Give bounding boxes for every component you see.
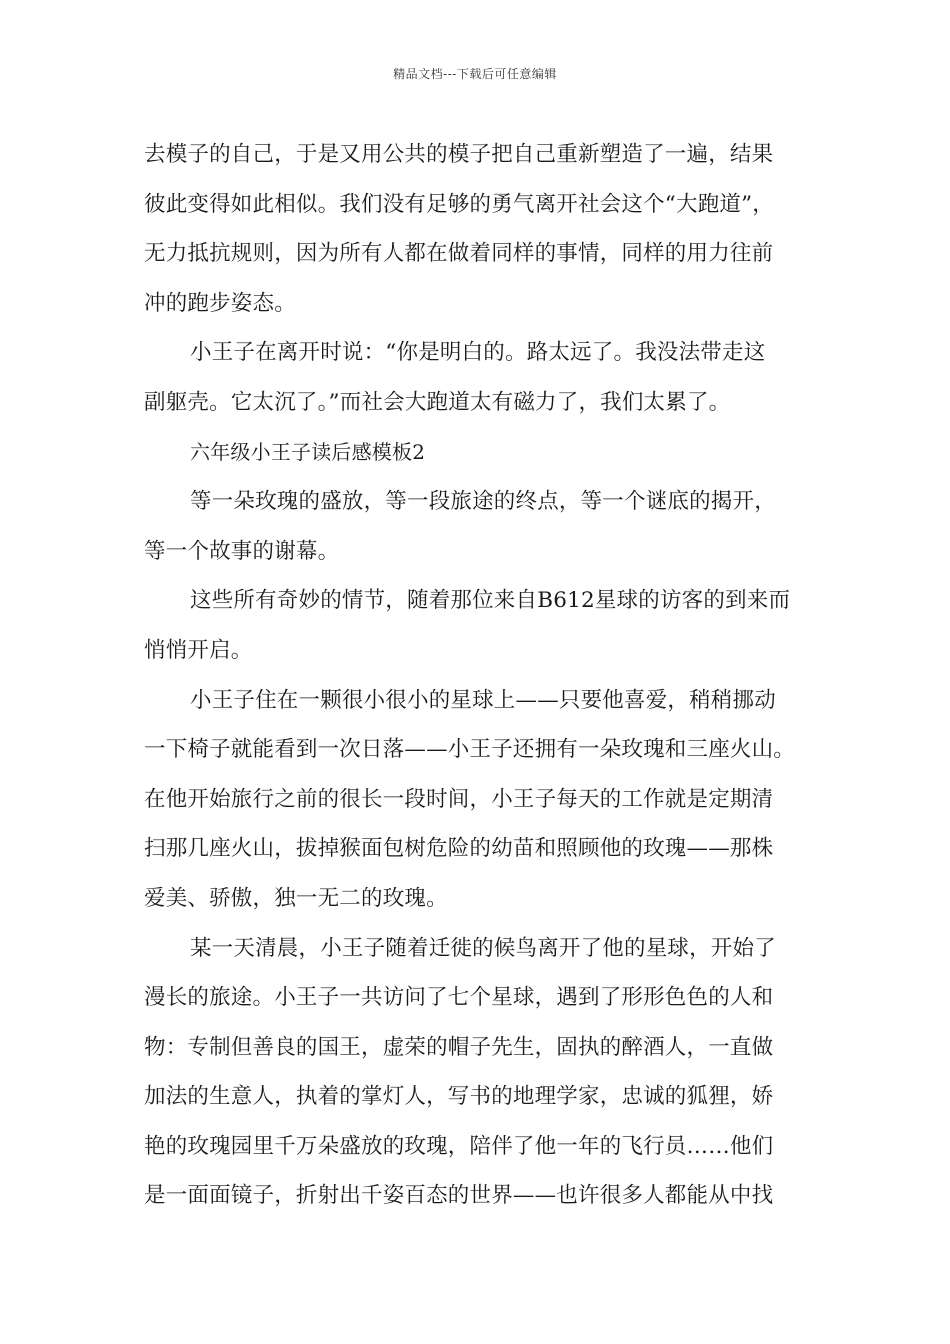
text-line: 一下椅子就能看到一次日落——小王子还拥有一朵玫瑰和三座火山。 xyxy=(144,737,796,763)
text-line: 等一朵玫瑰的盛放，等一段旅途的终点，等一个谜底的揭开， xyxy=(190,489,776,515)
text-line: 加法的生意人，执着的掌灯人，写书的地理学家，忠诚的狐狸，娇 xyxy=(144,1084,774,1110)
text-line: 是一面面镜子，折射出千姿百态的世界——也许很多人都能从中找 xyxy=(144,1183,774,1209)
text-line: 漫长的旅途。小王子一共访问了七个星球，遇到了形形色色的人和 xyxy=(144,985,774,1011)
text-line: 冲的跑步姿态。 xyxy=(144,290,296,316)
text-line: 这些所有奇妙的情节，随着那位来自B612星球的访客的到来而 xyxy=(190,588,791,614)
document-body xyxy=(144,130,816,1221)
text-line: 副躯壳。它太沉了。”而社会大跑道太有磁力了，我们太累了。 xyxy=(144,389,731,415)
text-line: 爱美、骄傲，独一无二的玫瑰。 xyxy=(144,885,448,911)
text-line: 无力抵抗规则，因为所有人都在做着同样的事情，同样的用力往前 xyxy=(144,241,774,267)
text-line: 悄悄开启。 xyxy=(144,637,253,663)
text-line: 等一个故事的谢幕。 xyxy=(144,538,340,564)
text-line: 去模子的自己，于是又用公共的模子把自己重新塑造了一遍，结果 xyxy=(144,142,774,167)
section-heading: 六年级小王子读后感模板2 xyxy=(190,439,426,464)
text-line: 小王子在离开时说：“你是明白的。路太远了。我没法带走这 xyxy=(190,340,766,366)
text-line: 扫那几座火山，拔掉猴面包树危险的幼苗和照顾他的玫瑰——那株 xyxy=(144,836,774,862)
text-line: 艳的玫瑰园里千万朵盛放的玫瑰，陪伴了他一年的飞行员……他们 xyxy=(144,1133,774,1159)
text-line: 在他开始旅行之前的很长一段时间，小王子每天的工作就是定期清 xyxy=(144,786,774,812)
text-line: 彼此变得如此相似。我们没有足够的勇气离开社会这个“大跑道”， xyxy=(144,191,774,217)
page-header: 精品文档---下载后可任意编辑 xyxy=(393,67,557,81)
text-line: 某一天清晨，小王子随着迁徙的候鸟离开了他的星球，开始了 xyxy=(190,935,776,961)
text-line: 小王子住在一颗很小很小的星球上——只要他喜爱，稍稍挪动 xyxy=(190,687,776,713)
text-line: 物：专制但善良的国王，虚荣的帽子先生，固执的醉酒人，一直做 xyxy=(144,1034,774,1060)
